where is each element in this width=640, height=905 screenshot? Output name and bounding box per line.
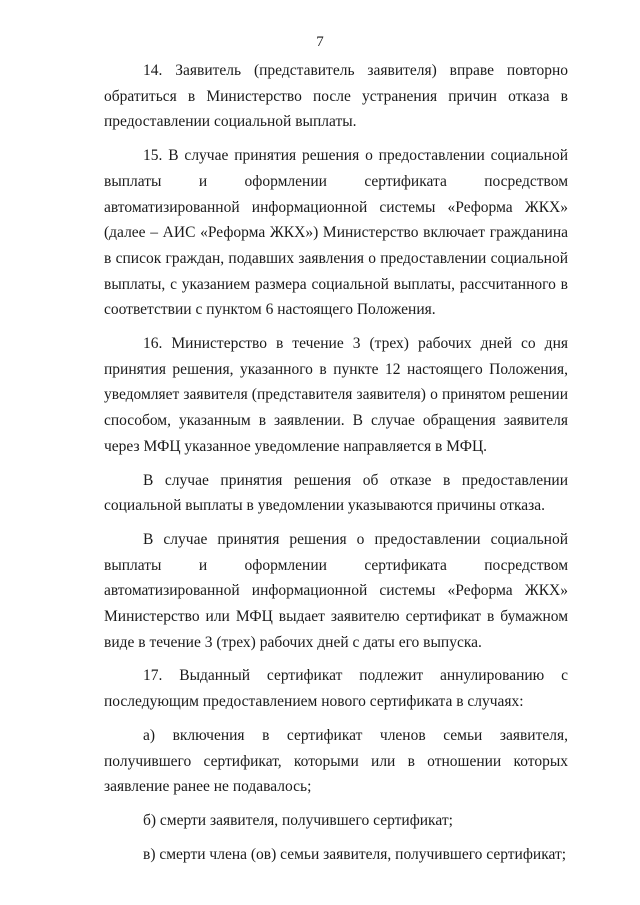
paragraph-refusal-notice: В случае принятия решения об отказе в предоставлении социальной выплаты в уведомлении указываются причины отказа. (104, 471, 568, 515)
list-item-c: в) смерти члена (ов) семьи заявителя, получившего сертификат; (143, 845, 567, 863)
page-number: 7 (316, 34, 324, 50)
paragraph-16: 16. Министерство в течение 3 (трех) рабочих дней со дня принятия решения, указанного в пункте 12 настоящего Положения, уведомляет заявителя (представителя заявителя) о принятом решении способом, указанным в заявлении. В случае обращения заявителя через МФЦ указанное уведомление направляется в МФЦ. (104, 335, 568, 455)
paragraph-14: 14. Заявитель (представитель заявителя) вправе повторно обратиться в Министерство после устранения причин отказа в предоставлении социальной выплаты. (104, 62, 568, 131)
paragraph-certificate-issue: В случае принятия решения о предоставлении социальной выплаты и оформлении сертификата посредством автоматизированной информационной системы «Реформа ЖКХ» Министерство или МФЦ выдает заявителю сертификат в бумажном виде в течение 3 (трех) рабочих дней с даты его выпуска. (104, 530, 568, 651)
list-item-a: а) включения в сертификат членов семьи заявителя, получившего сертификат, которыми или в отношении которых заявление ранее не подавалось; (104, 726, 568, 796)
list-item-b: б) смерти заявителя, получившего сертификат; (143, 811, 453, 829)
paragraph-17: 17. Выданный сертификат подлежит аннулированию с последующим предоставлением нового сертификата в случаях: (104, 667, 568, 711)
document-body (104, 58, 568, 867)
paragraph-15: 15. В случае принятия решения о предоставлении социальной выплаты и оформлении сертификата посредством автоматизированной информационной системы «Реформа ЖКХ» (далее – АИС «Реформа ЖКХ») Министерство включает гражданина в список граждан, подавших заявления о предоставлении социальной выплаты, с указанием размера социальной выплаты, рассчитанного в соответствии с пунктом 6 настоящего Положения. (104, 147, 568, 319)
